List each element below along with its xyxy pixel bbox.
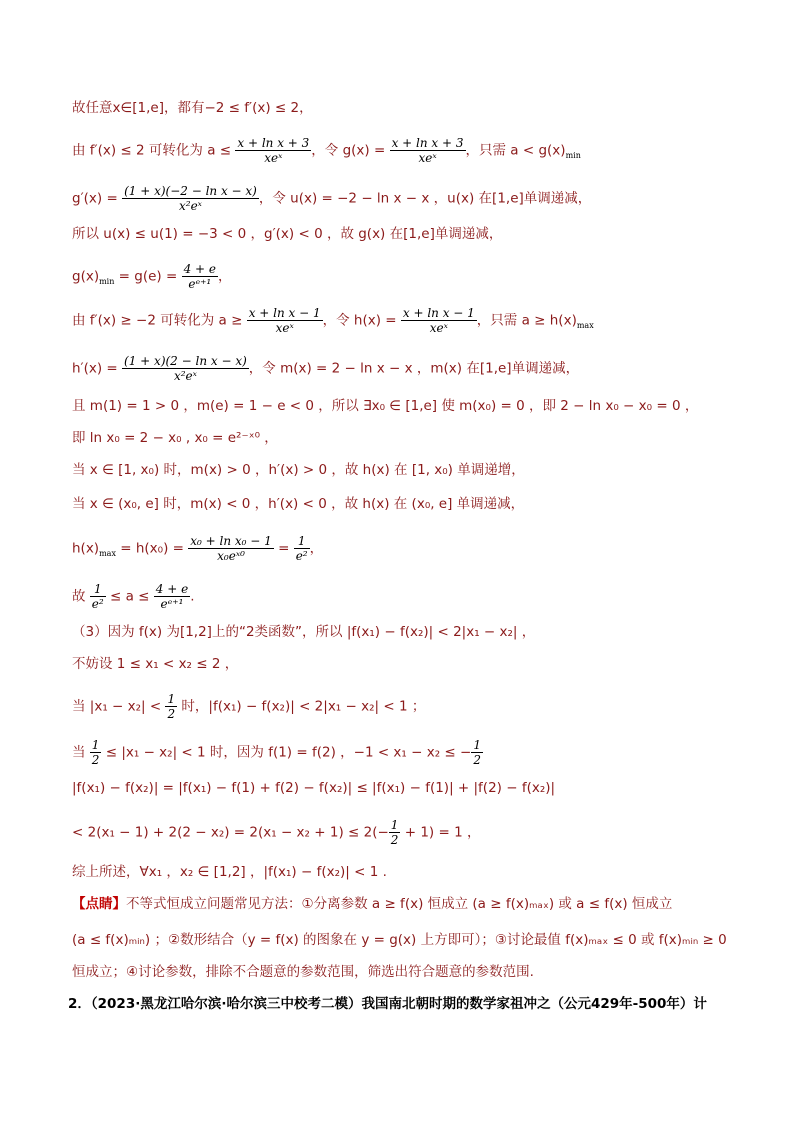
remark-heading: 【点睛】 — [72, 896, 126, 912]
fraction: $\frac{1}{\text{e²}}$ — [295, 534, 308, 563]
line-22: (a ≤ f(x)ₘᵢₙ) ；②数形结合（y = f(x) 的图象在 y = g(x) 上方即可）；③讨论最值 f(x)ₘₐₓ ≤ 0 或 f(x)ₘᵢₙ ≥ 0 — [72, 932, 727, 948]
line-2 — [72, 136, 734, 166]
fraction: $\frac{\text{x₀ + ln x₀ − 1}}{\text{x₀eˣ⁰}}$ — [190, 534, 272, 563]
text: ，令 g(x) = — [311, 142, 390, 159]
line-19: < 2(x₁ − 1) + 2(2 − x₂) = 2(x₁ − x₂ + 1) ≤ 2(− $\frac{1}{2}$ + 1) = 1 ， — [72, 818, 481, 847]
line-15: 不妨设 1 ≤ x₁ < x₂ ≤ 2 ， — [72, 656, 239, 672]
fraction: $\frac{1}{2}$ — [91, 738, 100, 767]
line-1 — [72, 98, 734, 118]
fraction: $\frac{1}{2}$ — [167, 692, 176, 721]
line-3: g′(x) = $\frac{\text{(1 + x)(−2 − ln x − x)}}{\text{x²eˣ}}$ ，令 u(x) = −2 − ln x − x ，u(x) 在[1,e]单调递减， — [72, 184, 592, 213]
fraction: x + ln x + 3 xeˣ — [391, 136, 464, 165]
line-8: 且 m(1) = 1 > 0 ，m(e) = 1 − e < 0 ，所以 ∃x₀ ∈ [1,e] 使 m(x₀) = 0 ，即 2 − ln x₀ − x₀ = 0 ， — [72, 398, 699, 414]
fraction: $\frac{\text{(1 + x)(−2 − ln x − x)}}{\text{x²eˣ}}$ — [124, 184, 257, 213]
line-12: $h(x)_{max} = h(x_0)$ = $\frac{\text{x₀ + ln x₀ − 1}}{\text{x₀eˣ⁰}}$ = $\frac{1}{\text{e²}}$ ， — [72, 534, 324, 563]
line-10: 当 x ∈ [1, x₀) 时，m(x) > 0 ，h′(x) > 0 ，故 h(x) 在 [1, x₀) 单调递增， — [72, 462, 525, 478]
text: 故任意x∈[1,e]，都有−2 ≤ f′(x) ≤ 2， — [72, 100, 313, 116]
line-9: 即 ln x₀ = 2 − x₀ , x₀ = e²⁻ˣ⁰ ， — [72, 430, 278, 446]
subscript: min — [565, 151, 581, 161]
question-2-heading: 2．（2023·黑龙江哈尔滨·哈尔滨三中校考二模）我国南北朝时期的数学家祖冲之（公元429年-500年）计 — [68, 996, 707, 1012]
fraction: $\frac{\text{(1 + x)(2 − ln x − x)}}{\text{x²eˣ}}$ — [124, 354, 247, 383]
fraction: $\frac{4 + e}{\text{eᵉ⁺¹}}$ — [183, 262, 217, 291]
line-6: 由 f′(x) ≥ −2 可转化为 a ≥ x + ln x − 1 xeˣ ，令 h(x) = x + ln x − 1 xeˣ ，只需 $a \ge h(x)_{max}$ — [72, 306, 594, 335]
fraction: $\frac{4 + e}{\text{eᵉ⁺¹}}$ — [155, 582, 189, 611]
fraction: $\frac{1}{2}$ — [473, 738, 481, 767]
fraction: x + ln x + 3 xeˣ — [237, 136, 310, 165]
line-18: |f(x₁) − f(x₂)| = |f(x₁) − f(1) + f(2) − f(x₂)| ≤ |f(x₁) − f(1)| + |f(2) − f(x₂)| — [72, 780, 556, 796]
fraction: $\frac{1}{2}$ — [390, 818, 399, 847]
line-14: （3）因为 f(x) 为[1,2]上的“2类函数”，所以 |f(x₁) − f(x₂)| < 2|x₁ − x₂| ， — [72, 624, 536, 640]
fraction: $\frac{1}{\text{e²}}$ — [91, 582, 104, 611]
line-11: 当 x ∈ (x₀, e] 时，m(x) < 0 ，h′(x) < 0 ，故 h(x) 在 (x₀, e] 单调递减， — [72, 496, 525, 512]
line-4: 所以 u(x) ≤ u(1) = −3 < 0 ，g′(x) < 0 ，故 g(x) 在[1,e]单调递减， — [72, 226, 503, 242]
line-16: 当 |x₁ − x₂| < $\frac{1}{2}$ 时，|f(x₁) − f(x₂)| < 2|x₁ − x₂| < 1 ； — [72, 692, 426, 721]
line-5: $g(x)_{min} = g(e)$ = $\frac{4 + e}{\text{eᵉ⁺¹}}$ ， — [72, 262, 232, 291]
line-23: 恒成立；④讨论参数，排除不合题意的参数范围，筛选出符合题意的参数范围. — [72, 964, 534, 980]
line-21: 【点睛】不等式恒成立问题常见方法：①分离参数 a ≥ f(x) 恒成立 (a ≥ f(x)ₘₐₓ) 或 a ≤ f(x) 恒成立 — [72, 896, 673, 912]
line-7: h′(x) = $\frac{\text{(1 + x)(2 − ln x − x)}}{\text{x²eˣ}}$ ，令 m(x) = 2 − ln x − x ，m(x) 在[1,e]单调递减， — [72, 354, 580, 383]
text: 由 f′(x) ≤ 2 可转化为 a ≤ — [72, 142, 236, 159]
line-13: 故 $\frac{1}{\text{e²}}$ ≤ a ≤ $\frac{4 + e}{\text{eᵉ⁺¹}}$ . — [72, 582, 195, 611]
fraction: x + ln x − 1 xeˣ — [402, 306, 475, 335]
line-20: 综上所述，∀x₁ ，x₂ ∈ [1,2] ，|f(x₁) − f(x₂)| < 1 . — [72, 864, 387, 880]
fraction: x + ln x − 1 xeˣ — [248, 306, 321, 335]
line-17: 当 $\frac{1}{2}$ ≤ |x₁ − x₂| < 1 时，因为 f(1) = f(2) ，−1 < x₁ − x₂ ≤ − $\frac{1}{2}$ — [72, 738, 481, 767]
text: ，只需 a < g(x) — [465, 142, 566, 159]
